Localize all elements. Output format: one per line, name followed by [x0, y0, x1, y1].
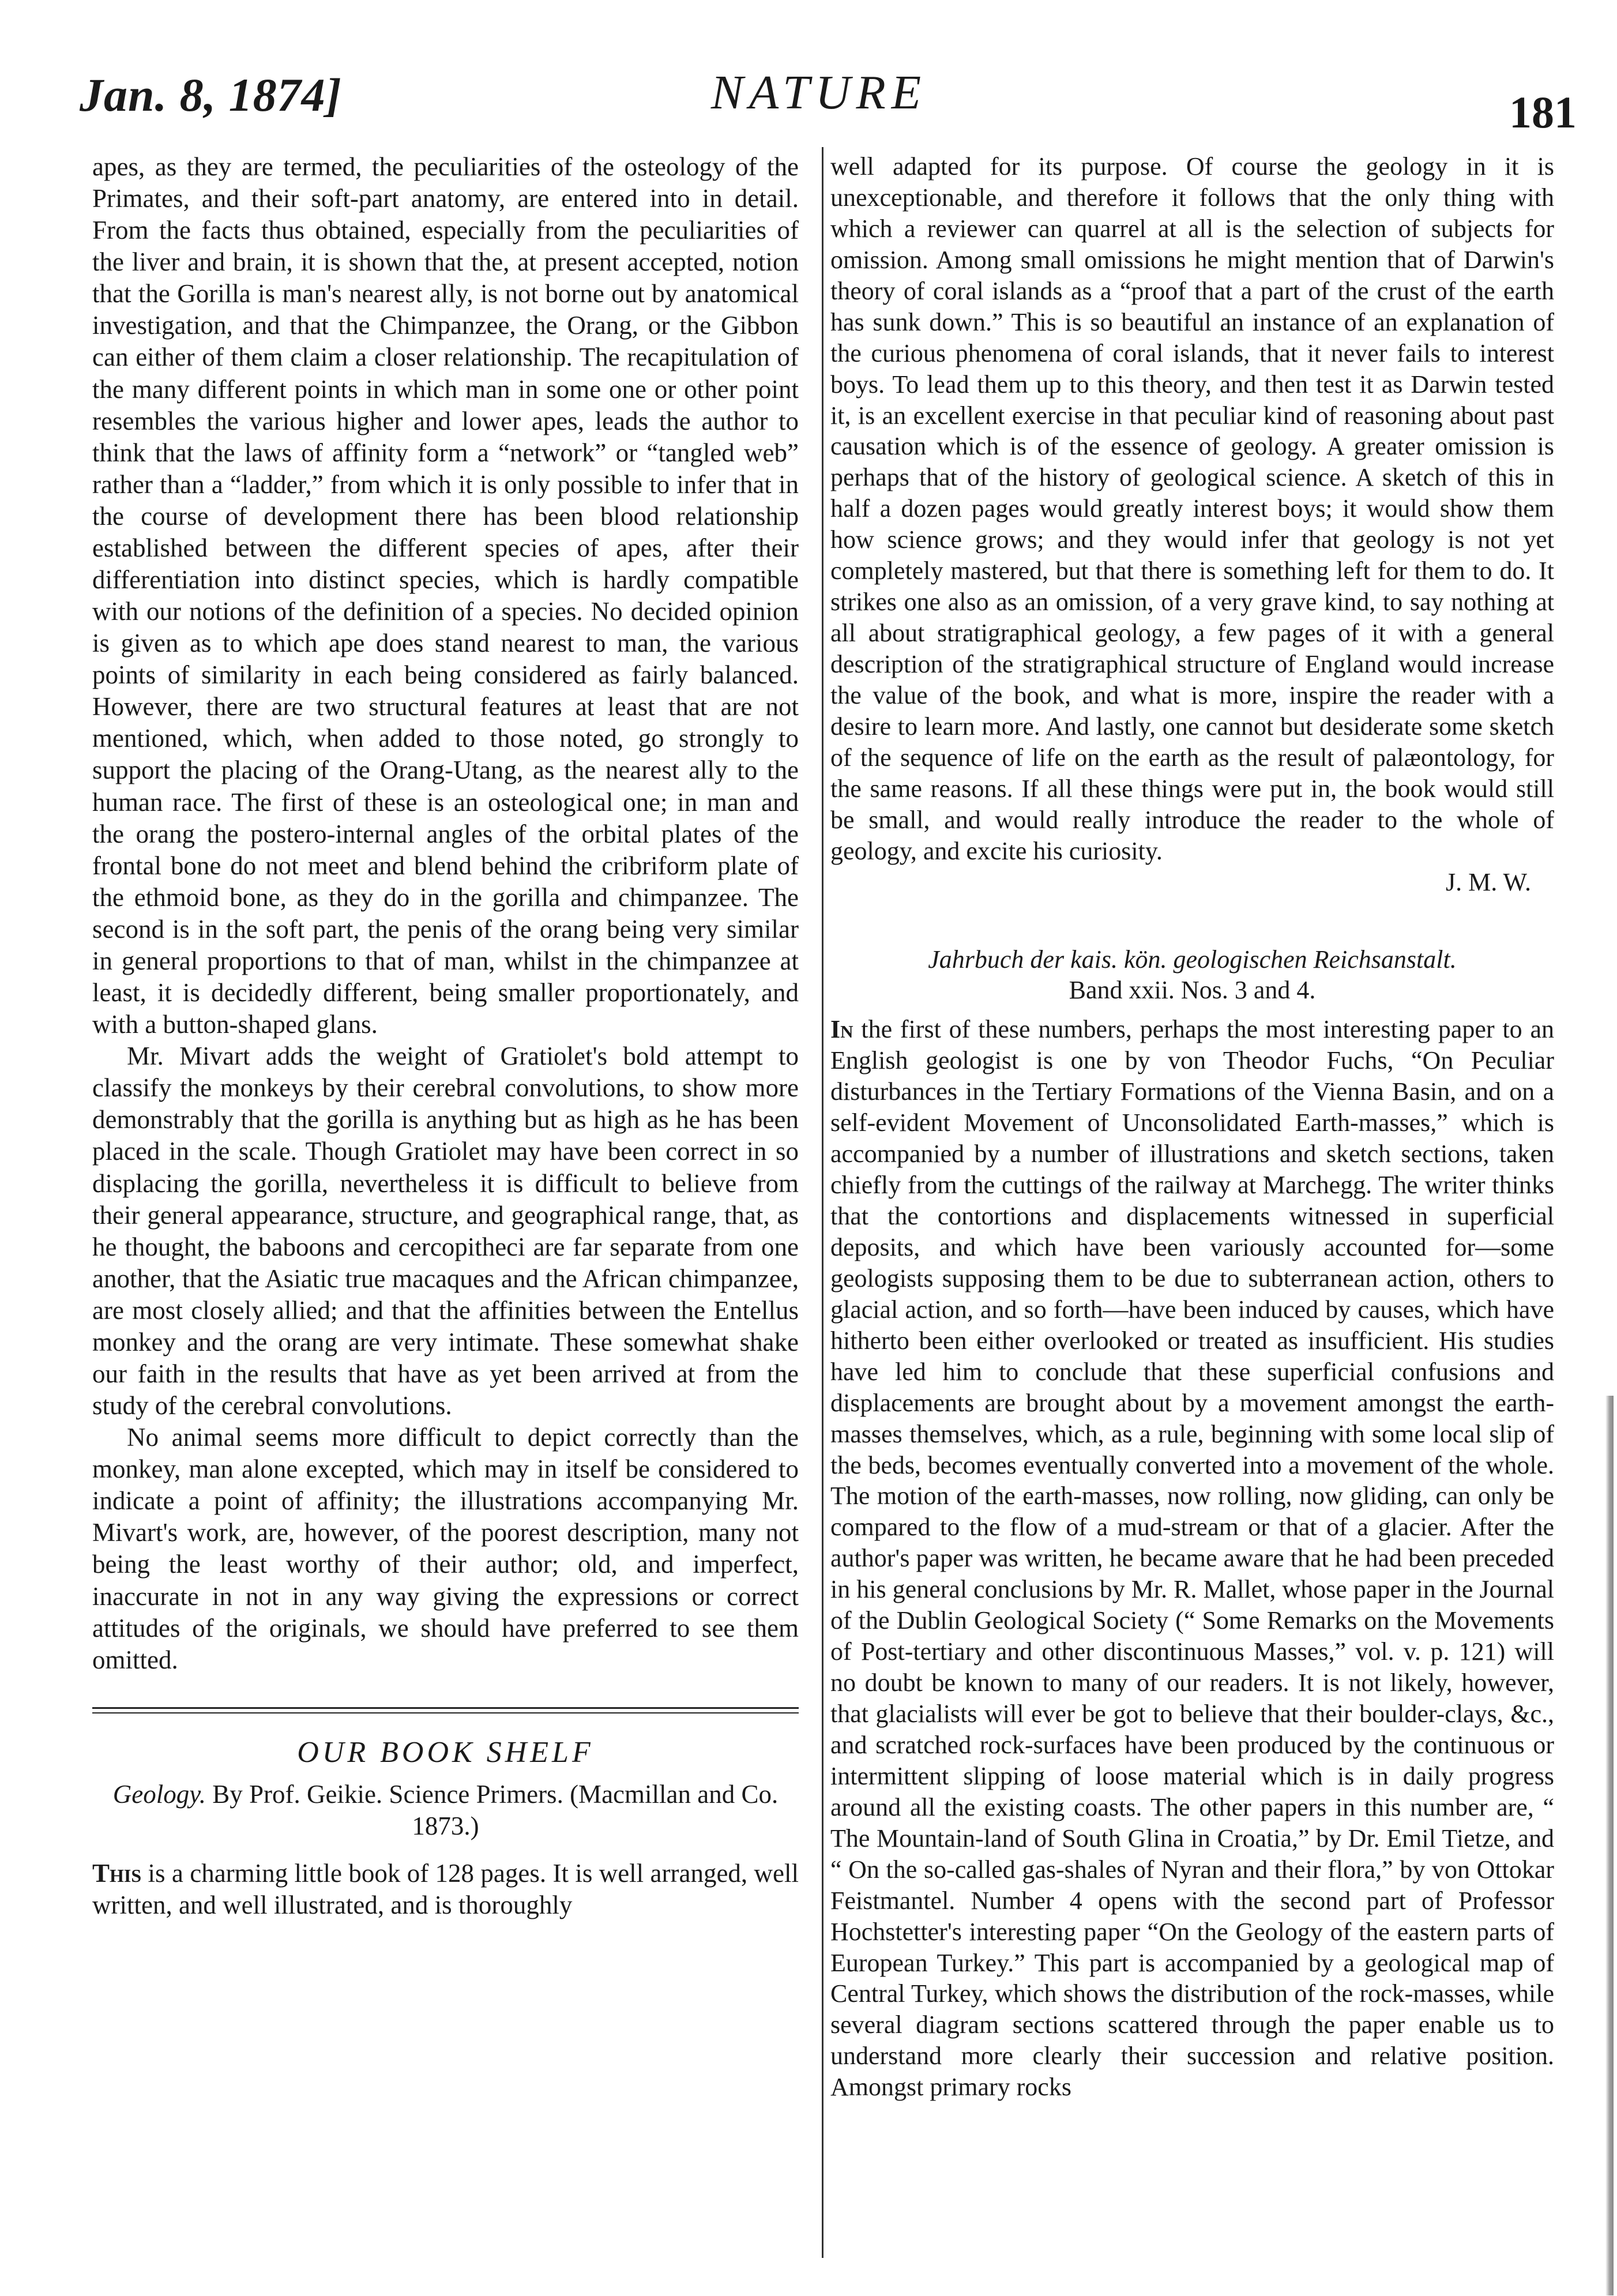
page-edge-shadow	[1605, 1396, 1614, 2295]
journal-title: NATURE	[710, 66, 927, 119]
review-heading	[830, 944, 1554, 1006]
right-paragraph-1: well adapted for its purpose. Of course the geology in it is unexceptionable, and therefore it follows that the only thing with which a reviewer can quarrel at all is the selection of subjects for omission. Among small omissions he might mention that of Darwin's theory of coral islands as a “proof that a part of the crust of the earth has sunk down.” This is so beautiful an instance of an explanation of the curious phenomena of coral islands, that it never fails to interest boys. To lead them up to this theory, and then test it as Darwin tested it, is an excellent exercise in that peculiar kind of reasoning about past causation which is of the essence of geology. A greater omission is perhaps that of the history of geological science. A sketch of this in half a dozen pages would greatly interest boys; it would show them how science grows; and they would infer that geology is not yet completely mastered, but that there is something left for them to do. It strikes one also as an omission, of a very grave kind, to say nothing at all about stratigraphical geology, a few pages of it with a general description of the stratigraphical structure of England would increase the value of the book, and what is more, inspire the reader with a desire to learn more. And lastly, one cannot but desiderate some sketch of the sequence of life on the earth as the result of palæontology, for the same reasons. If all these things were put in, the book would still be small, and would really introduce the reader to the whole of geology, and excite his curiosity.	[830, 152, 1554, 865]
right-paragraph-2	[830, 1014, 1554, 2103]
book-review-first-word: This	[92, 1858, 142, 1888]
issue-date: Jan. 8, 1874]	[80, 69, 342, 121]
left-column	[92, 151, 799, 1921]
review-first-word: In	[830, 1015, 853, 1044]
right-column	[830, 151, 1554, 2103]
column-divider	[822, 147, 823, 2258]
book-details: By Prof. Geikie. Science Primers. (Macmillan and Co. 1873.)	[212, 1780, 779, 1841]
book-review-text: is a charming little book of 128 pages. It is well arranged, well written, and well illustrated, and is thoroughly	[92, 1858, 799, 1919]
page-header	[0, 0, 1617, 137]
left-paragraph-1: apes, as they are termed, the peculiarities of the osteology of the Primates, and their soft-part anatomy, are entered into in detail. From the facts thus obtained, especially from the peculiarities of the liver and brain, it is shown that the, at present accepted, notion that the Gorilla is man's nearest ally, is not borne out by anatomical investigation, and that the Chimpanzee, the Orang, or the Gibbon can either of them claim a closer relationship. The recapitulation of the many different points in which man in some one or other point resembles the various higher and lower apes, leads the author to think that the laws of affinity form a “network” or “tangled web” rather than a “ladder,” from which it is only possible to infer that in the course of development there has been blood relationship established between the different species of apes, after their differentiation into distinct species, which is hardly compatible with our notions of the definition of a species. No decided opinion is given as to which ape does stand nearest to man, the various points of similarity in each being considered as fairly balanced. However, there are two structural features at least that are not mentioned, which, when added to those noted, go strongly to support the placing of the Orang-Utang, as the nearest ally to the human race. The first of these is an osteological one; in man and the orang the postero-internal angles of the orbital plates of the frontal bone do not meet and blend behind the cribriform plate of the ethmoid bone, as they do in the gorilla and chimpanzee. The second is in the soft part, the penis of the orang being very similar in general proportions to that of man, whilst in the chimpanzee at least, it is decidedly different, being smaller proportionately, and with a button-shaped glans.	[92, 152, 799, 1039]
page-number: 181	[1509, 87, 1577, 137]
left-paragraph-2: Mr. Mivart adds the weight of Gratiolet's bold attempt to classify the monkeys by their cerebral convolutions, to show more demonstrably that the gorilla is anything but as high as he has been placed in the scale. Though Gratiolet may have been correct in so displacing the gorilla, nevertheless it is difficult to believe from their general appearance, structure, and geographical range, that, as he thought, the baboons and cercopitheci are far separate from one another, that the Asiatic true macaques and the African chimpanzee, are most closely allied; and that the affinities between the Entellus monkey and the orang are very intimate. These somewhat shake our faith in the results that have as yet been arrived at from the study of the cerebral convolutions.	[92, 1042, 799, 1421]
section-title: OUR BOOK SHELF	[297, 1735, 594, 1769]
book-heading	[92, 1779, 799, 1842]
left-paragraph-3: No animal seems more difficult to depict correctly than the monkey, man alone excepted, which may in itself be considered to indicate a point of affinity; the illustrations accompanying Mr. Mivart's work, are, however, of the poorest description, many not being the least worthy of their author; old, and imperfect, inaccurate in not in any way giving the expressions or correct attitudes of the originals, we should have preferred to see them omitted.	[92, 1423, 799, 1674]
section-divider	[92, 1707, 799, 1713]
review-title: Jahrbuch der kais. kön. geologischen Reichsanstalt.	[928, 945, 1457, 974]
book-review-paragraph	[92, 1858, 799, 1921]
review-text: the first of these numbers, perhaps the most interesting paper to an English geologist is one by von Theodor Fuchs, “On Peculiar disturbances in the Tertiary Formations of the Vienna Basin, and on a self-evident Movement of Unconsolidated Earth-masses,” which is accompanied by a number of illustrations and sketch sections, taken chiefly from the cuttings of the railway at Marchegg. The writer thinks that the contortions and displacements witnessed in superficial deposits, and which have been variously accounted for—some geologists supposing them to be due to subterranean action, others to glacial action, and so forth—have been induced by causes, which have hitherto been either overlooked or treated as insufficient. His studies have led him to conclude that these superficial confusions and displacements are brought about by a movement amongst the earth-masses themselves, which, as a rule, beginning with some local slip of the beds, becomes eventually converted into a movement of the whole. The motion of the earth-masses, now rolling, now gliding, can only be compared to the flow of a mud-stream or that of a glacier. After the author's paper was written, he became aware that he had been preceded in his general conclusions by Mr. R. Mallet, whose paper in the Journal of the Dublin Geological Society (“ Some Remarks on the Movements of Post-tertiary and other discontinuous Masses,” vol. v. p. 121) will no doubt be known to many of our readers. It is not likely, however, that glacialists will ever be got to believe that their boulder-clays, &c., and scratched rock-surfaces have been produced by the continuous or intermittent slipping of loose material which is in daily progress around all the existing coasts. The other papers in this number are, “ The Mountain-land of South Glina in Croatia,” by Dr. Emil Tietze, and “ On the so-called gas-shales of Nyran and their flora,” by von Ottokar Feistmantel. Number 4 opens with the second part of Professor Hochstetter's interesting paper “On the Geology of the eastern parts of European Turkey.” This part is accompanied by a geological map of Central Turkey, which shows the distribution of the rock-masses, while several diagram sections scattered through the paper enable us to understand more clearly their succession and relative position. Amongst primary rocks	[830, 1015, 1555, 2102]
review-volume: Band xxii. Nos. 3 and 4.	[1069, 976, 1316, 1005]
book-subject: Geology.	[112, 1780, 206, 1809]
reviewer-signature: J. M. W.	[1446, 867, 1531, 896]
